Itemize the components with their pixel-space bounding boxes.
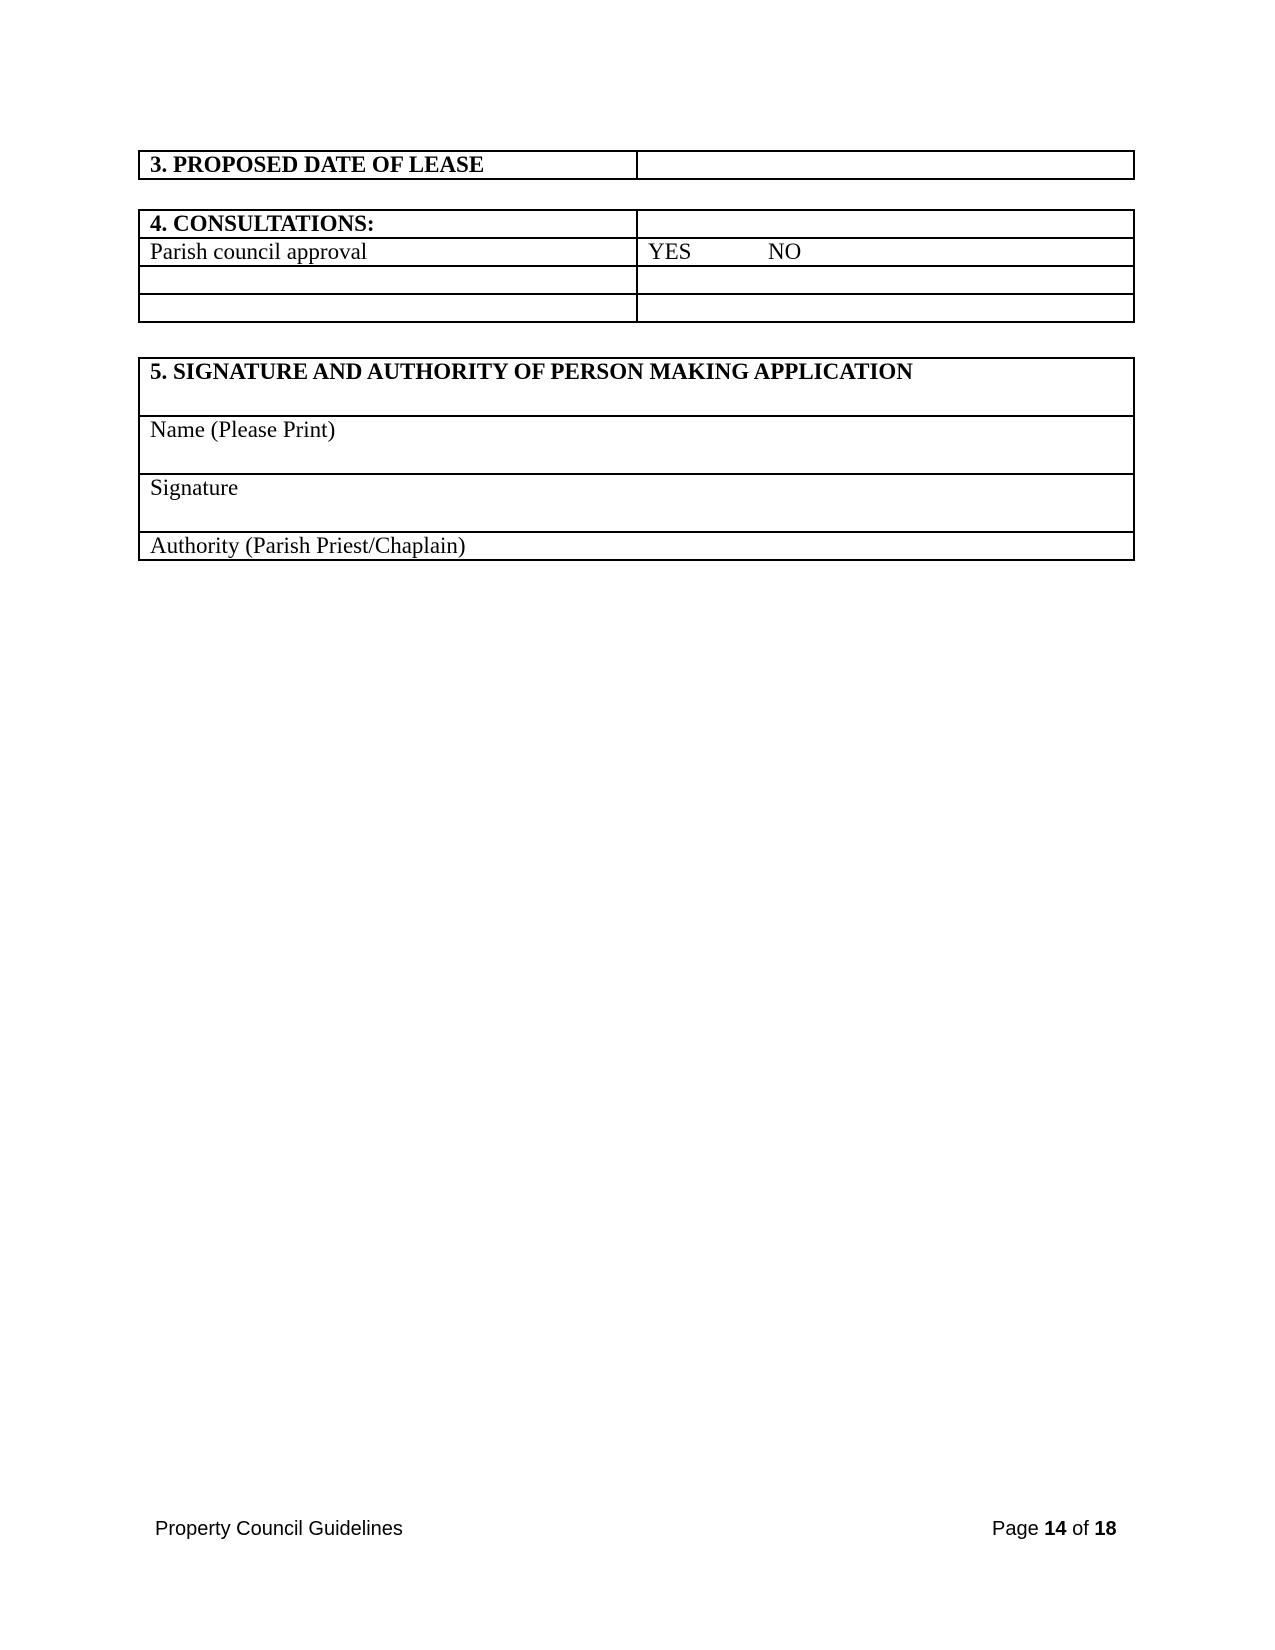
proposed-date-of-lease-table <box>138 150 1135 180</box>
table-row <box>139 416 1134 474</box>
authority-field[interactable]: Authority (Parish Priest/Chaplain) <box>139 532 1134 560</box>
table-row <box>139 294 1134 322</box>
signature-authority-table <box>138 357 1135 561</box>
page-total: 18 <box>1094 1518 1117 1540</box>
section-5-heading: 5. SIGNATURE AND AUTHORITY OF PERSON MAKING APPLICATION <box>139 358 1134 416</box>
footer-title: Property Council Guidelines <box>155 1518 403 1540</box>
page-number <box>992 1517 1117 1541</box>
table-row <box>139 474 1134 532</box>
page-current: 14 <box>1044 1518 1067 1540</box>
no-option[interactable]: NO <box>768 239 802 264</box>
name-field[interactable]: Name (Please Print) <box>139 416 1134 474</box>
consultations-table <box>138 209 1135 323</box>
of-word: of <box>1072 1518 1089 1540</box>
consultation-value-field[interactable] <box>637 266 1134 294</box>
yes-option[interactable]: YES <box>648 239 692 264</box>
table-row <box>139 358 1134 416</box>
consultations-blank-cell <box>637 210 1134 238</box>
page-word: Page <box>992 1518 1039 1540</box>
table-row <box>139 532 1134 560</box>
proposed-date-field[interactable] <box>637 151 1134 179</box>
signature-field[interactable]: Signature <box>139 474 1134 532</box>
consultation-label-field[interactable] <box>139 266 637 294</box>
consultation-value-field[interactable] <box>637 294 1134 322</box>
section-4-heading: 4. CONSULTATIONS: <box>139 210 637 238</box>
parish-council-approval-label: Parish council approval <box>139 238 637 266</box>
table-row <box>139 238 1134 266</box>
consultation-label-field[interactable] <box>139 294 637 322</box>
table-row <box>139 151 1134 179</box>
parish-council-approval-options <box>637 238 1134 266</box>
table-row <box>139 210 1134 238</box>
table-row <box>139 266 1134 294</box>
section-3-heading: 3. PROPOSED DATE OF LEASE <box>139 151 637 179</box>
